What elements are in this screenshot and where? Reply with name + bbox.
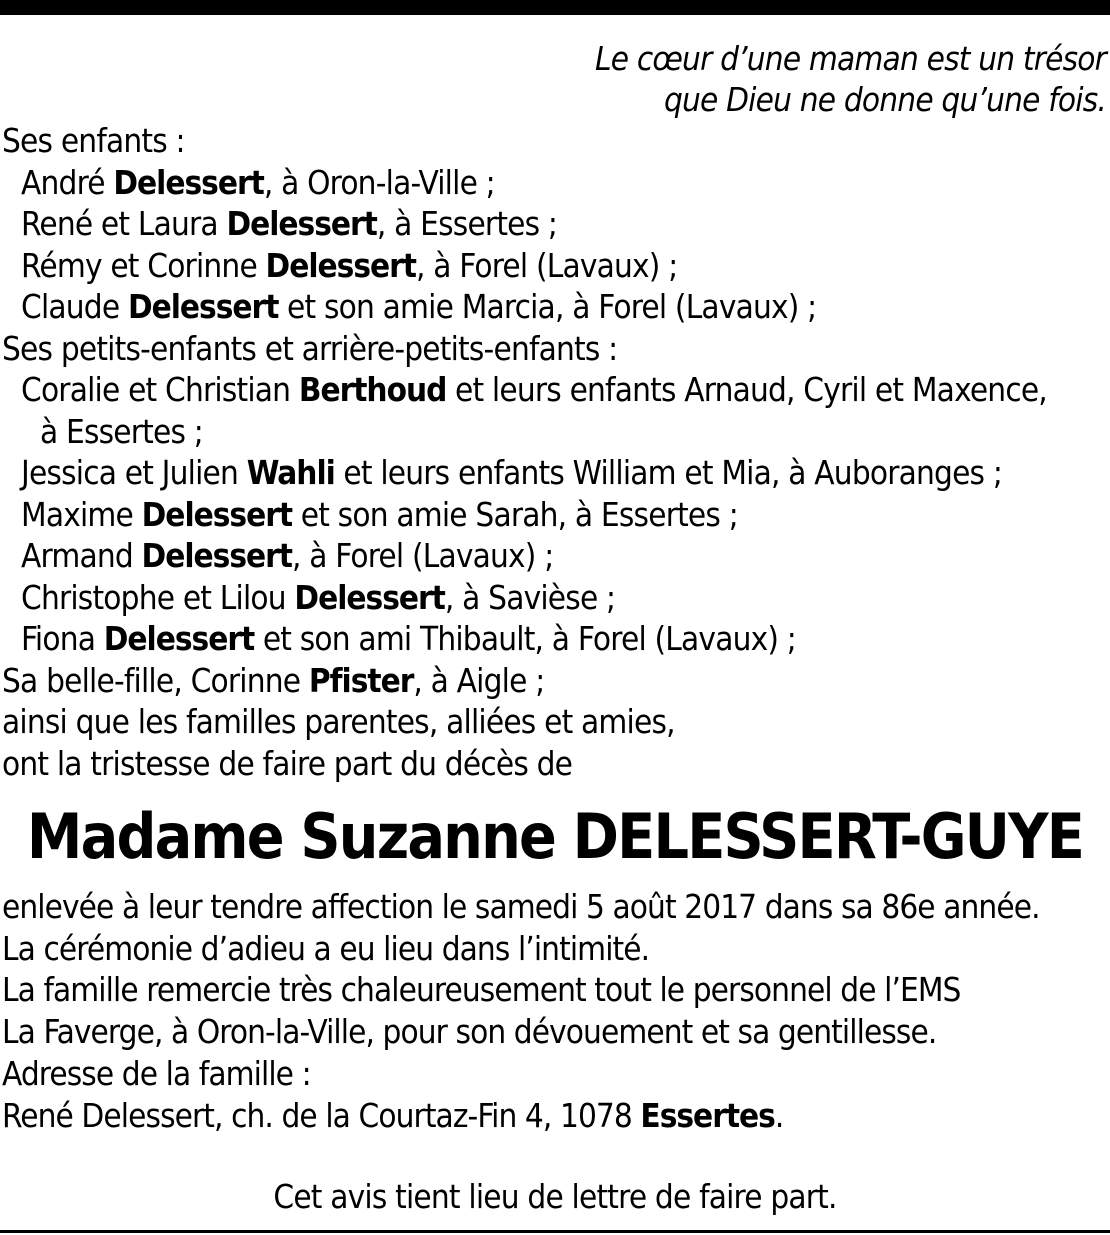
details-line: La Faverge, à Oron-la-Ville, pour son dévouement et sa gentillesse. (2, 1012, 937, 1052)
family-address: René Delessert, ch. de la Courtaz-Fin 4, 1078 Essertes. (2, 1095, 784, 1135)
details-line: enlevée à leur tendre affection le samedi 5 août 2017 dans sa 86e année. (2, 887, 1040, 926)
grandchild-entry: Christophe et Lilou Delessert, à Savièse ; (21, 577, 616, 617)
child-entry: René et Laura Delessert, à Essertes ; (21, 204, 558, 243)
family-name: Wahli (246, 453, 335, 492)
details-line: La cérémonie d’adieu a eu lieu dans l’intimité. (2, 928, 650, 968)
daughter-in-law-entry: Sa belle-fille, Corinne Pfister, à Aigle ; (2, 660, 545, 700)
child-entry: Rémy et Corinne Delessert, à Forel (Lavaux) ; (21, 245, 678, 285)
family-name: Delessert (113, 162, 264, 202)
grandchild-entry: Jessica et Julien Wahli et leurs enfants William et Mia, à Auboranges ; (21, 453, 1003, 492)
quote-line-1: Le cœur d’une maman est un trésor (594, 39, 1106, 78)
epigraph-quote (595, 38, 1106, 120)
address-city: Essertes (640, 1095, 775, 1135)
grandchild-entry: Fiona Delessert et son ami Thibault, à Forel (Lavaux) ; (21, 619, 796, 658)
family-name: Delessert (226, 204, 377, 243)
family-name: Delessert (103, 619, 255, 658)
grandchild-entry: Armand Delessert, à Forel (Lavaux) ; (21, 536, 554, 575)
family-name: Delessert (141, 536, 292, 575)
deceased-name-heading: Madame Suzanne DELESSERT-GUYE (26, 800, 1084, 873)
child-entry: Claude Delessert et son amie Marcia, à Forel (Lavaux) ; (21, 287, 817, 326)
grandchild-entry: Coralie et Christian Berthoud et leurs enfants Arnaud, Cyril et Maxence, (21, 370, 1047, 409)
children-heading: Ses enfants : (2, 121, 185, 160)
child-entry: André Delessert, à Oron-la-Ville ; (21, 162, 495, 202)
obituary-details (2, 886, 1110, 1136)
details-line: La famille remercie très chaleureusement tout le personnel de l’EMS (2, 970, 961, 1010)
families-line: ainsi que les familles parentes, alliées et amies, (2, 702, 675, 741)
family-list (2, 120, 1107, 784)
grandchild-entry: Maxime Delessert et son amie Sarah, à Essertes ; (21, 494, 738, 534)
grandchild-entry-continuation: à Essertes ; (40, 411, 203, 451)
bottom-rule (0, 1230, 1110, 1233)
footer-note: Cet avis tient lieu de lettre de faire part. (273, 1177, 837, 1216)
family-name: Delessert (265, 245, 416, 285)
family-name: Delessert (294, 577, 445, 617)
family-name: Berthoud (298, 370, 447, 409)
family-name: Pfister (308, 660, 414, 700)
quote-line-2: que Dieu ne donne qu’une fois. (663, 80, 1106, 119)
family-name: Delessert (127, 287, 279, 326)
family-name: Delessert (141, 494, 293, 534)
top-rule (0, 0, 1110, 15)
announce-line: ont la tristesse de faire part du décès de (2, 743, 573, 783)
details-line: Adresse de la famille : (2, 1053, 311, 1093)
grandchildren-heading: Ses petits-enfants et arrière-petits-enfants : (2, 328, 618, 368)
